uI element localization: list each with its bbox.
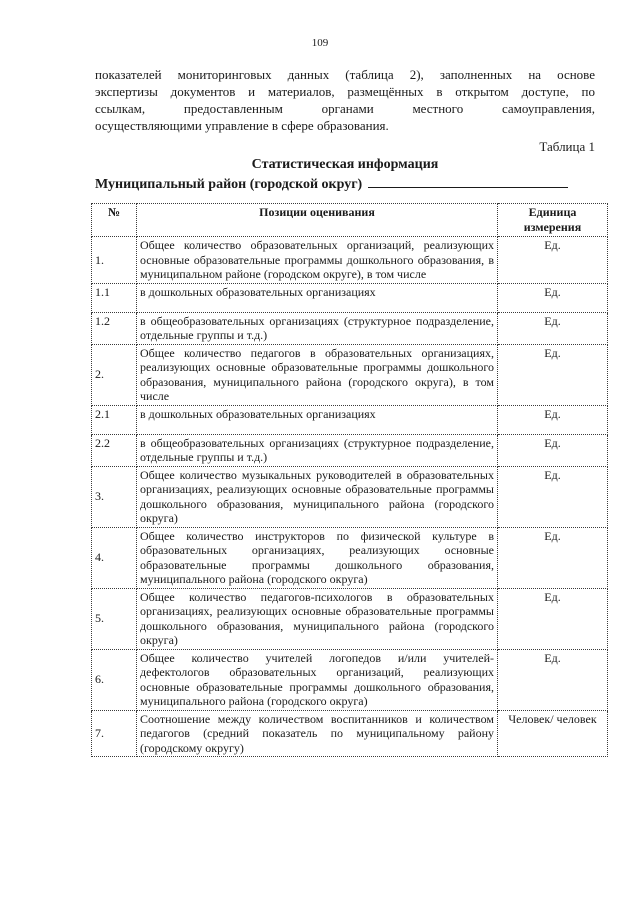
table-row <box>92 405 608 434</box>
table-row <box>92 434 608 466</box>
row-number: 2. <box>92 344 137 405</box>
page-number: 109 <box>311 37 329 49</box>
row-text: Общее количество инструкторов по физической культуре в образовательных организациях, реализующих основные образовательные программы дошкольного образования, муниципального района (городского округа) <box>137 527 498 588</box>
row-unit: Ед. <box>498 649 608 710</box>
row-number: 6. <box>92 649 137 710</box>
table-row <box>92 344 608 405</box>
document-title: Статистическая информация <box>251 157 439 172</box>
intro-line: осуществляющими управление в сфере образования. <box>95 118 389 133</box>
table-row <box>92 237 608 284</box>
subtitle-text: Муниципальный район (городской округ) <box>95 177 363 192</box>
row-number: 1. <box>92 237 137 284</box>
statistics-table <box>91 203 608 757</box>
row-text: в общеобразовательных организациях (структурное подразделение, отдельные группы и т.д.) <box>137 434 498 466</box>
header-unit: Единица измерения <box>498 204 608 237</box>
row-number: 1.1 <box>92 283 137 312</box>
row-text: Соотношение между количеством воспитанников и количеством педагогов (средний показатель по муниципальному району (городскому округу) <box>137 710 498 757</box>
row-unit: Ед. <box>498 405 608 434</box>
row-unit: Ед. <box>498 312 608 344</box>
row-text: Общее количество педагогов-психологов в образовательных организациях, реализующих основные образовательные программы дошкольного образования, муниципального района (городского округа) <box>137 588 498 649</box>
intro-line: ссылкам, предоставленным органами местного самоуправления, <box>95 101 595 116</box>
row-text: в общеобразовательных организациях (структурное подразделение, отдельные группы и т.д.) <box>137 312 498 344</box>
table-row <box>92 527 608 588</box>
row-unit: Ед. <box>498 588 608 649</box>
row-unit: Ед. <box>498 466 608 527</box>
header-position: Позиции оценивания <box>137 204 498 237</box>
row-unit: Ед. <box>498 344 608 405</box>
table-row <box>92 312 608 344</box>
row-unit: Человек/ человек <box>498 710 608 757</box>
row-number: 1.2 <box>92 312 137 344</box>
row-unit: Ед. <box>498 237 608 284</box>
document-subtitle <box>95 175 615 193</box>
row-text: в дошкольных образовательных организациях <box>137 405 498 434</box>
intro-line: экспертизы документов и материалов, размещённых в открытом доступе, по <box>95 84 595 99</box>
row-number: 2.1 <box>92 405 137 434</box>
row-text: Общее количество учителей логопедов и/или учителей-дефектологов образовательных организаций, реализующих основные образовательные программы дошкольного образования, муниципального района (городского округа) <box>137 649 498 710</box>
row-unit: Ед. <box>498 434 608 466</box>
table-header-row <box>92 204 608 237</box>
row-number: 7. <box>92 710 137 757</box>
table-row <box>92 283 608 312</box>
row-text: Общее количество музыкальных руководителей в образовательных организациях, реализующих основные образовательные программы дошкольного образования, муниципального района (городского округа) <box>137 466 498 527</box>
table-label: Таблица 1 <box>539 139 595 154</box>
row-text: Общее количество образовательных организаций, реализующих основные образовательные программы дошкольного образования, в муниципальном районе (городском округе), в том числе <box>137 237 498 284</box>
row-number: 4. <box>92 527 137 588</box>
row-text: Общее количество педагогов в образовательных организациях, реализующих основные образовательные программы дошкольного образования, муниципального района (городского округа), в том числе <box>137 344 498 405</box>
table-row <box>92 710 608 757</box>
row-number: 3. <box>92 466 137 527</box>
intro-paragraph <box>95 66 595 134</box>
header-number: № <box>92 204 137 237</box>
fill-in-blank-line <box>368 175 568 188</box>
intro-line: показателей мониторинговых данных (таблица 2), заполненных на основе <box>95 67 595 82</box>
row-unit: Ед. <box>498 283 608 312</box>
row-text: в дошкольных образовательных организациях <box>137 283 498 312</box>
row-unit: Ед. <box>498 527 608 588</box>
table-row <box>92 466 608 527</box>
table-row <box>92 588 608 649</box>
row-number: 5. <box>92 588 137 649</box>
row-number: 2.2 <box>92 434 137 466</box>
table-row <box>92 649 608 710</box>
